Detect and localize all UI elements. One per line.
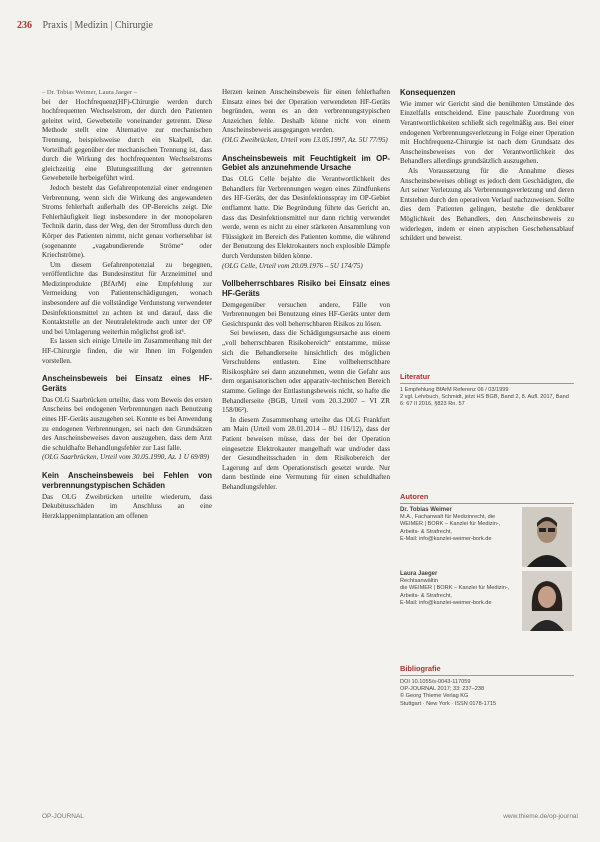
author-entry xyxy=(400,507,574,571)
citation: (OLG Celle, Urteil vom 20.09.1976 – 5U 174/75) xyxy=(222,261,363,270)
bibliography-line: Stuttgart · New York · ISSN 0178-1715 xyxy=(400,700,497,707)
author-detail: die WEIMER | BORK – Kanzlei für Medizin-, Arbeits- & Strafrecht, xyxy=(400,585,510,599)
column-2 xyxy=(222,88,390,493)
literature-item: 1 Empfehlung BfArM Referenz 06 / 03/1999 xyxy=(400,387,509,393)
paragraph: Herzen keinen Anscheinsbeweis für einen fehlerhaften Einsatz eines bei der Operation verwendeten HF-Geräts begründen, wenn es an den verbrennungstypischen Anzeichen fehle. Deshalb könne nicht von einem Anscheinsbeweis ausgegangen werden. xyxy=(222,88,390,135)
paragraph: Jedoch besteht das Gefahrenpotenzial einer endogenen Verbrennung, wenn sich die Wirkung des angewandeten Stroms fehlerhaft außerhalb des OP-Bereichs zeigt. Die Fehlerhäufigkeit liegt insbesondere in der monopolaren Technik darin, dass der Weg, den der Stromfluss durch den Körper des Patienten nimmt, nicht genau vorhersehbar ist (sogenannte „vagabundierende Ströme“ oder Kriechströme). xyxy=(42,183,212,260)
literature-box xyxy=(400,372,574,409)
paragraph: Wie immer wir Gericht sind die benühmten Umstände des Einzelfalls entscheidend. Eine pauschale Zuordnung von Verantwortlichkeiten schließt sich regelmäßig aus. Bei einer endogenen Verbrennungsverletzung in Folge einer Operation mit Hochfrequenz-Chirurgie ist nach dem Grundsatz des Anscheinsbeweises von der Verantwortlichkeit des Behandlers allerdings grundsätzlich auszugehen. xyxy=(400,99,574,166)
paragraph: Das OLG Saarbrücken urteilte, dass vom Beweis des ersten Anscheins bei endogenen Verbrennungen nach Benutzung eines HF-Geräts auszugehen sei. Konnte es bei Anwendung zu endogenen Verbrennungen, sei nach den Grundsätzen des Anscheinsbeweises davon auszugehen, dass dem Arzt die schuldhafte Behandlungsfehler zur Last falle. xyxy=(42,395,212,452)
column-1 xyxy=(42,88,212,521)
author-detail: M.A., Fachanwalt für Medizinrecht, die WEIMER | BORK – Kanzlei für Medizin-, Arbeits- & Strafrecht, xyxy=(400,514,501,535)
paragraph: bei der Hochfrequenz(HF)-Chirurgie werden durch hochfrequenten Wechselstrom, der durch den Patienten geleitet wird, Gewebeteile voneinander getrennt. Diese Methode stellt eine Alternative zur mechanischen Trennung, beispielsweise durch ein Skalpell, dar. Vorteilhaft gegenüber der mechanischen Trennung ist, dass durch die Wirkung des hochfrequenten Wechselstroms gleichzeitig eine Blutungsstillung der getrennten Gewebeteile herbeigeführt wird. xyxy=(42,97,212,183)
paragraph: Demgegenüber versuchen andere, Fälle von Verbrennungen bei Benutzung eines HF-Geräts unter dem Gesichtspunkt des voll beherrschbaren Risikos zu lösen. xyxy=(222,300,390,328)
bibliography-line: DOI 10.1055/s-0043-117059 xyxy=(400,679,471,685)
author-name: Dr. Tobias Weimer xyxy=(400,507,452,513)
literature-item: 2 vgl. Lehrbuch, Schmidt, jetzt HS BGB, Band 2, 8. Aufl. 2017, Band 6: 67 II 2016, §823 Rn. 57 xyxy=(400,394,569,408)
bibliography-title: Bibliografie xyxy=(400,664,574,676)
citation: (OLG Zweibrücken, Urteil vom 13.05.1997, Az. 5U 77/95) xyxy=(222,135,388,144)
author-email: E-Mail: info@kanzlei-weimer-bork.de xyxy=(400,599,492,606)
subheading: Anscheinsbeweis mit Feuchtigkeit im OP-Gebiet als anzunehmende Ursache xyxy=(222,153,390,173)
authors-title: Autoren xyxy=(400,492,574,504)
paragraph: Das OLG Zweibrücken urteilte wiederum, dass Dekubitusschäden im Anschluss an eine Herzklappenimplantation am offenen xyxy=(42,492,212,520)
page-number: 236 xyxy=(17,20,32,31)
literature-title: Literatur xyxy=(400,372,574,384)
bibliography-box xyxy=(400,664,574,708)
section-label: Praxis | Medizin | Chirurgie xyxy=(42,20,153,31)
running-header xyxy=(17,20,153,31)
subheading: Konsequenzen xyxy=(400,88,456,97)
paragraph: Sei bewiesen, dass die Schädigungsursache aus einem „voll beherrschbaren Risikobereich“ entstamme, müsse sich die Behandlerseite hinsichtlich des möglichen Verschuldens entlasten. Eine vollbeherrschbare Risikosphäre sei dann anzunehmen, wenn die Gefahr aus dem organisatorischen oder apparativ-technischen Bereich stamme. Gelinge der Entlastungsbeweis nicht, so hafte die Behandlerseite (BGB, Urteil vom 20.3.2007 – VI ZR 158/06²). xyxy=(222,329,390,415)
paragraph: Um diesem Gefahrenpotenzial zu begegnen, veröffentlichte das Bundesinstitut für Arzneimittel und Medizinprodukte (BfArM) eine Empfehlung zur Vermeidung von Patientenschädigungen, wonach insbesondere auf die vollständige Verdunstung verwendeter Desinfektionsmittel zu achten ist und darauf, dass die Kontaktstelle an der Neutralelektrode auch unter der OP und bei Umlagerung weiterhin möglichst groß ist¹. xyxy=(42,260,212,336)
footer-url: www.thieme.de/op-journal xyxy=(503,813,578,820)
author-name: Laura Jaeger xyxy=(400,571,438,577)
author-detail: Rechtsanwältin xyxy=(400,578,438,585)
author-email: E-Mail: info@kanzlei-weimer-bork.de xyxy=(400,535,492,542)
bibliography-line: © Georg Thieme Verlag KG xyxy=(400,693,469,700)
paragraph: Es lassen sich einige Urteile im Zusammenhang mit der HF-Chirurgie finden, die wir Ihnen im Folgenden vorstellen. xyxy=(42,337,212,365)
author-line: – Dr. Tobias Weimer, Laura Jaeger – xyxy=(42,89,137,96)
subheading: Vollbeherrschbares Risiko bei Einsatz eines HF-Geräts xyxy=(222,279,390,298)
author-entry xyxy=(400,571,574,635)
citation: (OLG Saarbrücken, Urteil vom 30.05.1990, Az. 1 U 69/89) xyxy=(42,453,210,462)
paragraph: In diesem Zusammenhang urteilte das OLG Frankfurt am Main (Urteil vom 28.01.2014 – 8U 116/12), dass der Patient beweisen müsse, dass der bei der Operation eingesetzte Elektrokauter mangelhaft war und/oder dass der Gesundheitsschaden in dem Risikobereich der Lagerung auf dem Operationstisch gesetzt wurde. Nur dann bestünde eine Vermutung für einen schuldhaften Behandlungsfehler. xyxy=(222,415,390,491)
subheading: Kein Anscheinsbeweis bei Fehlen von verbrennungstypischen Schäden xyxy=(42,470,212,490)
paragraph: Als Voraussetzung für die Annahme dieses Anscheinsbeweises obliegt es jedoch dem Geschädigten, die Art seiner Verletzung als Verbrennungsverletzung und deren Entstehen durch den operativen Verlauf nachzuweisen. Sollte dies dem Patienten gelingen, bestehe die denkbarer Möglichkeit des Behandlers, den Anscheinsbeweis zu widerlegen, indem er einen atypischen Geschehensablauf schildert und beweist. xyxy=(400,166,574,243)
bibliography-line: OP-JOURNAL 2017; 33: 237–238 xyxy=(400,686,485,693)
footer-journal: OP-JOURNAL xyxy=(42,813,84,820)
column-3 xyxy=(400,88,574,244)
author-photo xyxy=(522,507,572,567)
subheading: Anscheinsbeweis bei Einsatz eines HF-Geräts xyxy=(42,374,212,394)
author-photo xyxy=(522,571,572,631)
paragraph: Das OLG Celle bejahte die Verantwortlichkeit des Behandlers für Verbrennungen wegen eines Zündfunkens des HF-Geräts, der das Desinfektionsspray im OP-Gebiet entflammt hatte. Die Begründung führte das Gericht an, dass das Desinfektionsmittel nur dann richtig verwendet werde, wenn es nicht zu einer stärkeren Ansammlung von Flüssigkeit im Bereich des Patienten komme, die während der Benutzung des Elektrokauters noch explosible Dämpfe durch Verdunsten bilden könne. xyxy=(222,175,390,260)
authors-box xyxy=(400,492,574,635)
